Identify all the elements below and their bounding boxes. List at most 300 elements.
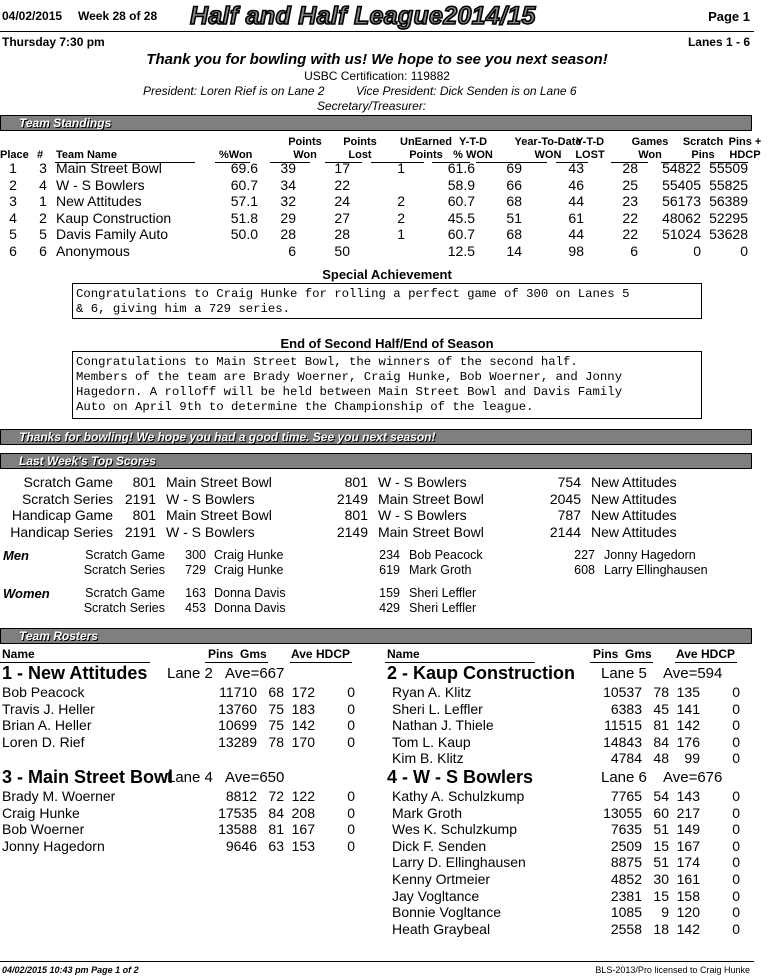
top-score-label: Scratch Game (23, 474, 113, 490)
roster-col-name: Name (387, 647, 420, 661)
season-end-title: End of Second Half/End of Season (280, 336, 494, 351)
col-header-unearned-top: UnEarned (400, 136, 452, 148)
special-achievement-line: Congratulations to Craig Hunke for rolling a perfect game of 300 on Lanes 5 (76, 287, 630, 301)
row-team-name: New Attitudes (56, 193, 142, 210)
roster-player-name: Larry D. Ellinghausen (392, 854, 526, 871)
top-score-value: 2149 (336, 490, 368, 507)
top-score-team: Main Street Bowl (166, 507, 272, 524)
row-place: 1 (9, 160, 17, 176)
roster-player-pins: 7765 (610, 788, 642, 804)
roster-player-games: 9 (661, 904, 669, 921)
row-games: 6 (630, 243, 638, 259)
roster-player-name: Dick F. Senden (392, 837, 487, 854)
roster-player-games: 45 (653, 700, 669, 717)
row-lost: 50 (334, 243, 350, 259)
men-score-value: 619 (379, 563, 400, 578)
roster-player-average: 141 (676, 700, 700, 717)
top-score-value: 801 (344, 507, 368, 524)
roster-player-name: Mark Groth (392, 804, 463, 821)
top-score-label: Handicap Game (11, 507, 113, 524)
roster-player-pins: 2381 (610, 887, 642, 904)
row-scratch: 51024 (662, 226, 701, 243)
row-ytd-won: 68 (506, 226, 522, 243)
roster-player-pins: 8812 (225, 788, 257, 804)
top-score-team: Main Street Bowl (166, 474, 272, 490)
row-scratch: 55405 (662, 176, 701, 193)
roster-player-average: 167 (676, 837, 700, 854)
roster-player-games: 15 (653, 837, 669, 854)
row-scratch: 0 (693, 243, 701, 259)
roster-player-hdcp: 0 (732, 854, 740, 871)
roster-player-games: 30 (653, 871, 669, 887)
roster-player-average: 120 (676, 904, 700, 921)
men-score-name: Mark Groth (409, 563, 472, 578)
women-score-value: 453 (185, 601, 206, 616)
women-score-value: 429 (379, 601, 400, 616)
women-score-name: Donna Davis (214, 601, 286, 616)
roster-team-average: Ave=594 (663, 665, 723, 682)
roster-player-games: 75 (268, 717, 284, 734)
team-standings-bar: Team Standings (0, 115, 752, 131)
men-score-name: Jonny Hagedorn (604, 548, 696, 562)
roster-team-title: 1 - New Attitudes (2, 663, 148, 683)
row-ytd-pct: 61.6 (447, 160, 475, 176)
roster-player-average: 217 (676, 804, 700, 821)
roster-player-name: Craig Hunke (2, 804, 80, 821)
roster-player-average: 170 (291, 733, 315, 750)
row-lost: 24 (334, 193, 350, 210)
roster-player-hdcp: 0 (347, 733, 355, 750)
row-place: 3 (9, 193, 17, 210)
top-score-value: 754 (557, 474, 581, 490)
top-score-team: W - S Bowlers (166, 490, 255, 507)
row-team-number: 6 (39, 243, 47, 259)
roster-player-average: 122 (291, 788, 315, 804)
top-score-team: W - S Bowlers (378, 507, 467, 524)
roster-player-average: 176 (676, 733, 700, 750)
row-unearned: 1 (397, 160, 405, 176)
day-time: Thursday 7:30 pm (2, 35, 105, 49)
row-team-name: Davis Family Auto (56, 226, 169, 243)
roster-header-underline (290, 662, 352, 663)
row-place: 2 (9, 176, 17, 193)
roster-player-average: 149 (676, 821, 700, 838)
col-header-games_won-top: Games (631, 136, 669, 148)
col-header-hdcp-bottom: HDCP (729, 149, 761, 161)
roster-player-name: Tom L. Kaup (392, 733, 471, 750)
top-score-team: Main Street Bowl (378, 490, 484, 507)
roster-player-games: 72 (268, 788, 284, 804)
women-label: Women (3, 586, 50, 601)
col-header-ytd_won-bottom: WON (534, 149, 562, 161)
roster-player-pins: 13588 (218, 821, 257, 838)
row-unearned: 2 (397, 193, 405, 210)
roster-player-hdcp: 0 (732, 871, 740, 887)
roster-player-pins: 1085 (610, 904, 642, 921)
roster-player-hdcp: 0 (347, 804, 355, 821)
col-header-place: Place (0, 149, 29, 161)
men-score-label: Scratch Series (83, 563, 165, 578)
roster-player-games: 48 (653, 750, 669, 767)
top-score-value: 2191 (124, 523, 156, 540)
top-score-team: W - S Bowlers (166, 523, 255, 540)
row-lost: 22 (334, 176, 350, 193)
roster-player-pins: 17535 (218, 804, 257, 821)
roster-player-hdcp: 0 (732, 804, 740, 821)
row-ytd-pct: 58.9 (447, 176, 475, 193)
roster-player-average: 143 (676, 788, 700, 804)
season-end-line: Hagedorn. A rolloff will be held between Main Street Bowl and Davis Family (76, 385, 623, 399)
season-end-line: Congratulations to Main Street Bowl, the winners of the second half. (76, 355, 578, 369)
row-hdcp: 53628 (709, 226, 748, 243)
row-unearned: 2 (397, 209, 405, 226)
col-header-games_won-bottom: Won (638, 149, 662, 161)
roster-player-name: Nathan J. Thiele (392, 717, 494, 734)
roster-player-name: Kenny Ortmeier (392, 871, 491, 887)
col-header-ytd_lost-bottom: LOST (575, 149, 605, 161)
roster-player-name: Heath Graybeal (392, 920, 491, 937)
top-score-value: 2191 (124, 490, 156, 507)
row-won-pct: 69.6 (230, 160, 258, 176)
roster-player-pins: 13055 (603, 804, 642, 821)
roster-player-pins: 7635 (610, 821, 642, 838)
roster-col-ave: Ave (676, 647, 698, 661)
roster-player-average: 153 (291, 837, 315, 854)
roster-team-average: Ave=667 (225, 665, 285, 682)
roster-player-hdcp: 0 (732, 920, 740, 937)
roster-player-hdcp: 0 (732, 700, 740, 717)
row-games: 22 (622, 209, 638, 226)
roster-player-hdcp: 0 (347, 700, 355, 717)
roster-player-pins: 10537 (603, 684, 642, 700)
roster-player-pins: 2509 (610, 837, 642, 854)
roster-player-name: Bob Woerner (2, 821, 85, 838)
row-place: 5 (9, 226, 17, 243)
row-won: 28 (280, 226, 296, 243)
row-ytd-won: 69 (506, 160, 522, 176)
row-won: 6 (288, 243, 296, 259)
roster-player-hdcp: 0 (732, 821, 740, 838)
men-score-name: Larry Ellinghausen (604, 563, 708, 578)
row-lost: 27 (334, 209, 350, 226)
top-score-value: 801 (132, 474, 156, 490)
men-score-label: Scratch Game (85, 548, 165, 562)
col-header-unearned-bottom: Points (409, 149, 443, 161)
women-score-name: Sheri Leffler (409, 586, 477, 600)
top-score-team: New Attitudes (591, 490, 677, 507)
roster-player-hdcp: 0 (732, 887, 740, 904)
roster-player-average: 183 (291, 700, 315, 717)
men-score-value: 300 (185, 548, 206, 562)
row-games: 28 (622, 160, 638, 176)
top-score-value: 787 (557, 507, 581, 524)
col-header-won-pct: %Won (219, 149, 253, 161)
row-hdcp: 52295 (709, 209, 748, 226)
row-scratch: 56173 (662, 193, 701, 210)
row-ytd-lost: 43 (568, 160, 584, 176)
row-games: 23 (622, 193, 638, 210)
roster-team-lane: Lane 2 (167, 665, 213, 682)
row-ytd-won: 66 (506, 176, 522, 193)
roster-col-gms: Gms (240, 647, 267, 661)
roster-player-name: Jonny Hagedorn (2, 837, 105, 854)
roster-player-pins: 9646 (225, 837, 257, 854)
row-won: 34 (280, 176, 296, 193)
col-header-points_lost-top: Points (343, 136, 377, 148)
roster-player-pins: 14843 (603, 733, 642, 750)
roster-player-games: 81 (268, 821, 284, 838)
women-score-value: 163 (185, 586, 206, 600)
row-ytd-pct: 12.5 (447, 243, 475, 259)
roster-col-hdcp: HDCP (701, 647, 736, 661)
lanes-label: Lanes 1 - 6 (687, 35, 750, 49)
row-ytd-lost: 44 (568, 193, 584, 210)
men-score-value: 608 (574, 563, 595, 578)
col-header-ytd_pct-bottom: % WON (453, 149, 493, 161)
row-ytd-pct: 60.7 (447, 226, 475, 243)
roster-player-average: 142 (291, 717, 315, 734)
roster-player-name: Jay Vogltance (392, 887, 480, 904)
roster-player-games: 54 (653, 788, 669, 804)
roster-player-hdcp: 0 (347, 684, 355, 700)
col-header-points_won-top: Points (288, 136, 322, 148)
roster-team-title: 3 - Main Street Bowl (2, 767, 174, 787)
footer-printed: 04/02/2015 10:43 pm Page 1 of 2 (2, 965, 139, 975)
roster-player-games: 68 (268, 684, 284, 700)
roster-player-games: 51 (653, 854, 669, 871)
women-score-value: 159 (379, 586, 400, 600)
row-team-number: 3 (39, 160, 47, 176)
row-won-pct: 51.8 (230, 209, 258, 226)
league-title: Half and Half League2014/15 (190, 2, 536, 30)
president-line: President: Loren Rief is on Lane 2 (143, 84, 325, 98)
women-score-name: Donna Davis (214, 586, 286, 600)
top-score-value: 801 (344, 474, 368, 490)
row-ytd-won: 14 (506, 243, 522, 259)
roster-player-pins: 6383 (610, 700, 642, 717)
special-achievement-title: Special Achievement (322, 267, 452, 282)
row-won: 32 (280, 193, 296, 210)
week-label: Week 28 of 28 (78, 9, 158, 23)
row-ytd-lost: 44 (568, 226, 584, 243)
row-ytd-won: 68 (506, 193, 522, 210)
row-ytd-lost: 61 (568, 209, 584, 226)
men-score-value: 234 (379, 548, 400, 562)
roster-col-name: Name (2, 647, 35, 661)
roster-player-games: 84 (653, 733, 669, 750)
row-team-number: 5 (39, 226, 47, 243)
roster-col-hdcp: HDCP (316, 647, 351, 661)
special-achievement-line: & 6, giving him a 729 series. (76, 302, 291, 316)
roster-player-pins: 13289 (218, 733, 257, 750)
roster-player-games: 60 (653, 804, 669, 821)
men-score-name: Bob Peacock (409, 548, 483, 562)
men-score-value: 729 (185, 563, 206, 578)
row-won-pct: 50.0 (230, 226, 258, 243)
roster-team-average: Ave=676 (663, 769, 723, 786)
men-score-name: Craig Hunke (214, 548, 284, 562)
roster-player-games: 78 (268, 733, 284, 750)
col-header-ytd_won-top: Year-To-Date (514, 136, 582, 148)
report-date: 04/02/2015 (2, 9, 63, 23)
row-ytd-pct: 60.7 (447, 193, 475, 210)
roster-team-average: Ave=650 (225, 769, 285, 786)
roster-player-games: 84 (268, 804, 284, 821)
roster-player-games: 78 (653, 684, 669, 700)
roster-player-hdcp: 0 (732, 684, 740, 700)
roster-player-name: Ryan A. Klitz (392, 684, 472, 700)
special-achievement-box (72, 283, 702, 319)
roster-team-lane: Lane 6 (601, 769, 647, 786)
roster-team-title: 4 - W - S Bowlers (387, 767, 534, 787)
col-header-scratch-bottom: Pins (691, 149, 715, 161)
row-lost: 28 (334, 226, 350, 243)
top-score-value: 2045 (549, 490, 581, 507)
roster-player-average: 161 (676, 871, 700, 887)
roster-player-name: Sheri L. Leffler (392, 700, 483, 717)
col-header-ytd_pct-top: Y-T-D (458, 136, 488, 148)
secretary-line: Secretary/Treasurer: (317, 99, 427, 113)
top-score-team: New Attitudes (591, 523, 677, 540)
row-team-name: Main Street Bowl (56, 160, 162, 176)
top-score-value: 801 (132, 507, 156, 524)
row-won: 39 (280, 160, 296, 176)
row-hdcp: 56389 (709, 193, 748, 210)
roster-player-average: 172 (291, 684, 315, 700)
top-scores-bar: Last Week's Top Scores (0, 453, 752, 469)
row-won: 29 (280, 209, 296, 226)
roster-team-lane: Lane 4 (167, 769, 213, 786)
roster-player-pins: 8875 (610, 854, 642, 871)
roster-player-pins: 4852 (610, 871, 642, 887)
roster-player-average: 167 (291, 821, 315, 838)
row-place: 4 (9, 209, 17, 226)
row-team-name: Anonymous (56, 243, 130, 259)
col-header-points_won-bottom: Won (293, 149, 317, 161)
col-header-num: # (37, 149, 44, 161)
roster-player-games: 75 (268, 700, 284, 717)
roster-player-average: 174 (676, 854, 700, 871)
season-end-line: Members of the team are Brady Woerner, Craig Hunke, Bob Woerner, and Jonny (76, 370, 623, 384)
roster-header-underline (205, 662, 268, 663)
roster-player-pins: 4784 (610, 750, 642, 767)
season-end-line: Auto on April 9th to determine the Championship of the league. (76, 400, 534, 414)
row-games: 25 (622, 176, 638, 193)
roster-player-name: Bob Peacock (2, 684, 85, 700)
roster-header-underline (590, 662, 653, 663)
roster-player-hdcp: 0 (347, 788, 355, 804)
col-header-scratch-top: Scratch (682, 136, 724, 148)
top-score-team: Main Street Bowl (378, 523, 484, 540)
top-score-value: 2144 (549, 523, 581, 540)
women-score-label: Scratch Series (83, 601, 165, 616)
roster-player-games: 63 (268, 837, 284, 854)
top-score-team: New Attitudes (591, 474, 677, 490)
season-end-box (72, 351, 702, 419)
col-header-hdcp-top: Pins + (728, 136, 762, 148)
roster-player-name: Kim B. Klitz (392, 750, 464, 767)
row-games: 22 (622, 226, 638, 243)
roster-player-hdcp: 0 (732, 904, 740, 921)
team-rosters-bar: Team Rosters (0, 628, 752, 644)
men-score-value: 227 (574, 548, 595, 562)
women-score-label: Scratch Game (85, 586, 165, 600)
row-team-name: Kaup Construction (56, 209, 172, 226)
men-label: Men (3, 548, 29, 563)
top-score-team: New Attitudes (591, 507, 677, 524)
men-score-name: Craig Hunke (214, 563, 284, 578)
top-score-label: Handicap Series (10, 523, 113, 540)
row-won-pct: 60.7 (230, 176, 258, 193)
col-header-team: Team Name (56, 149, 117, 161)
roster-player-average: 208 (291, 804, 315, 821)
roster-col-gms: Gms (625, 647, 652, 661)
roster-player-name: Wes K. Schulzkump (392, 821, 518, 838)
roster-col-ave: Ave (291, 647, 313, 661)
women-score-name: Sheri Leffler (409, 601, 477, 616)
col-header-points_lost-bottom: Lost (348, 149, 372, 161)
roster-player-hdcp: 0 (732, 717, 740, 734)
roster-player-games: 18 (653, 920, 669, 937)
roster-player-pins: 11710 (219, 684, 257, 700)
roster-player-hdcp: 0 (732, 788, 740, 804)
roster-player-average: 142 (676, 920, 700, 937)
roster-player-hdcp: 0 (732, 733, 740, 750)
roster-player-name: Bonnie Vogltance (392, 904, 501, 921)
row-ytd-lost: 46 (568, 176, 584, 193)
col-header-ytd_lost-top: Y-T-D (575, 136, 605, 148)
row-place: 6 (9, 243, 17, 259)
thanks-bar: Thanks for bowling! We hope you had a good time. See you next season! (0, 429, 752, 445)
row-team-number: 4 (39, 176, 47, 193)
row-team-number: 2 (39, 209, 47, 226)
row-scratch: 54822 (662, 160, 701, 176)
roster-player-games: 51 (653, 821, 669, 838)
row-ytd-lost: 98 (568, 243, 584, 259)
roster-player-pins: 2558 (610, 920, 642, 937)
roster-player-pins: 11515 (604, 717, 642, 734)
row-hdcp: 55825 (709, 176, 748, 193)
roster-player-name: Kathy A. Schulzkump (392, 788, 525, 804)
roster-player-pins: 13760 (218, 700, 257, 717)
row-team-name: W - S Bowlers (56, 176, 145, 193)
roster-player-hdcp: 0 (347, 717, 355, 734)
row-hdcp: 55509 (709, 160, 748, 176)
row-ytd-pct: 45.5 (447, 209, 475, 226)
roster-player-average: 142 (676, 717, 700, 734)
vice-president-line: Vice President: Dick Senden is on Lane 6 (356, 84, 577, 98)
roster-player-games: 81 (653, 717, 669, 734)
row-hdcp: 0 (740, 243, 748, 259)
roster-player-hdcp: 0 (732, 750, 740, 767)
row-ytd-won: 51 (506, 209, 522, 226)
roster-player-hdcp: 0 (732, 837, 740, 854)
footer-license: BLS-2013/Pro licensed to Craig Hunke (595, 965, 750, 975)
roster-player-hdcp: 0 (347, 837, 355, 854)
roster-player-name: Loren D. Rief (2, 733, 85, 750)
roster-player-pins: 10699 (218, 717, 257, 734)
roster-header-underline (675, 662, 737, 663)
roster-col-pins: Pins (208, 647, 234, 661)
row-won-pct: 57.1 (230, 193, 258, 210)
thanks-message: Thank you for bowling with us! We hope to see you next season! (146, 51, 608, 68)
roster-player-name: Brady M. Woerner (2, 788, 116, 804)
row-scratch: 48062 (662, 209, 701, 226)
row-team-number: 1 (39, 193, 47, 210)
usbc-certification: USBC Certification: 119882 (304, 69, 450, 83)
roster-col-pins: Pins (593, 647, 619, 661)
roster-team-lane: Lane 5 (601, 665, 647, 682)
